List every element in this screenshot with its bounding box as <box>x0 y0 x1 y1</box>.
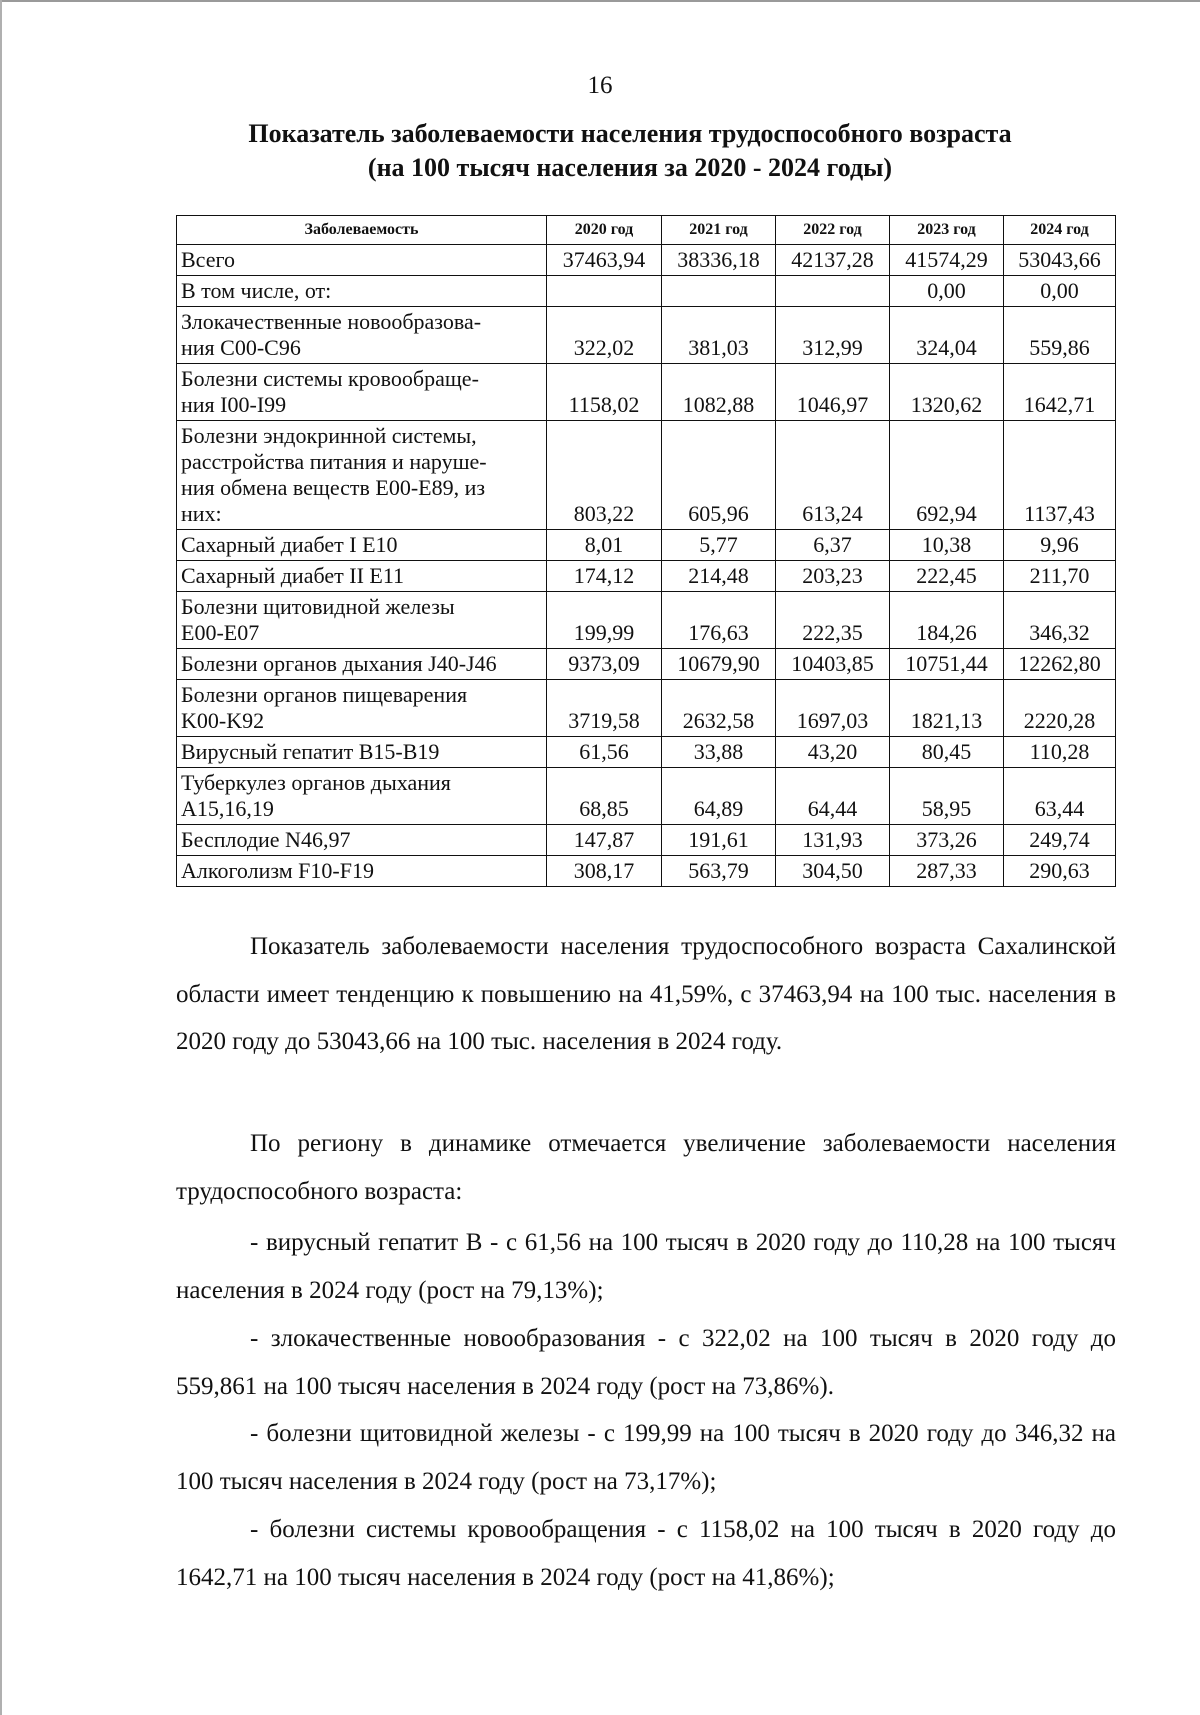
scan-left-edge <box>0 0 2 1715</box>
value-cell: 322,02 <box>547 307 662 364</box>
value-cell: 33,88 <box>662 737 776 768</box>
value-cell: 559,86 <box>1004 307 1116 364</box>
row-label: Бесплодие N46,97 <box>177 825 547 856</box>
value-cell: 184,26 <box>890 592 1004 649</box>
row-label: Болезни органов дыхания J40-J46 <box>177 649 547 680</box>
paragraph: - злокачественные новообразования - с 322,02 на 100 тысяч в 2020 году до 559,861 на 100 тысяч населения в 2024 году (рост на 73,86%). <box>176 1325 1116 1400</box>
value-cell: 346,32 <box>1004 592 1116 649</box>
value-cell: 10,38 <box>890 530 1004 561</box>
paragraph: - болезни щитовидной железы - с 199,99 на 100 тысяч в 2020 году до 346,32 на 100 тысяч населения в 2024 году (рост на 73,17%); <box>176 1420 1116 1495</box>
table-row <box>177 649 1116 680</box>
value-cell: 1158,02 <box>547 364 662 421</box>
value-cell: 692,94 <box>890 421 1004 530</box>
value-cell: 1821,13 <box>890 680 1004 737</box>
value-cell: 6,37 <box>776 530 890 561</box>
value-cell: 176,63 <box>662 592 776 649</box>
table-body <box>177 245 1116 887</box>
table-row <box>177 737 1116 768</box>
value-cell: 38336,18 <box>662 245 776 276</box>
value-cell: 10751,44 <box>890 649 1004 680</box>
value-cell: 324,04 <box>890 307 1004 364</box>
row-label: Сахарный диабет II E11 <box>177 561 547 592</box>
value-cell: 0,00 <box>1004 276 1116 307</box>
value-cell: 203,23 <box>776 561 890 592</box>
table-row <box>177 530 1116 561</box>
value-cell: 1082,88 <box>662 364 776 421</box>
value-cell <box>547 276 662 307</box>
value-cell: 64,44 <box>776 768 890 825</box>
value-cell: 0,00 <box>890 276 1004 307</box>
value-cell: 191,61 <box>662 825 776 856</box>
table-header-row <box>177 216 1116 245</box>
value-cell: 37463,94 <box>547 245 662 276</box>
value-cell: 131,93 <box>776 825 890 856</box>
value-cell: 53043,66 <box>1004 245 1116 276</box>
paragraph: По региону в динамике отмечается увеличение заболеваемости населения трудоспособного возраста: <box>176 1130 1116 1205</box>
table-row <box>177 825 1116 856</box>
row-label: Алкоголизм F10-F19 <box>177 856 547 887</box>
value-cell: 211,70 <box>1004 561 1116 592</box>
page-number: 16 <box>587 72 613 99</box>
value-cell: 308,17 <box>547 856 662 887</box>
row-label: Вирусный гепатит B15-B19 <box>177 737 547 768</box>
value-cell: 68,85 <box>547 768 662 825</box>
table-row <box>177 307 1116 364</box>
table-row <box>177 561 1116 592</box>
value-cell: 290,63 <box>1004 856 1116 887</box>
row-label: Болезни эндокринной системы, расстройства питания и наруше- ния обмена веществ E00-E89, из них: <box>177 421 547 530</box>
value-cell: 1642,71 <box>1004 364 1116 421</box>
value-cell: 249,74 <box>1004 825 1116 856</box>
table-row <box>177 276 1116 307</box>
value-cell: 312,99 <box>776 307 890 364</box>
value-cell: 222,35 <box>776 592 890 649</box>
row-label: Всего <box>177 245 547 276</box>
value-cell: 10403,85 <box>776 649 890 680</box>
value-cell: 147,87 <box>547 825 662 856</box>
scan-top-edge <box>0 0 1200 2</box>
value-cell: 1697,03 <box>776 680 890 737</box>
value-cell: 42137,28 <box>776 245 890 276</box>
value-cell: 222,45 <box>890 561 1004 592</box>
table-row <box>177 364 1116 421</box>
table-row <box>177 856 1116 887</box>
table-header-cell: 2022 год <box>776 216 890 245</box>
table-row <box>177 768 1116 825</box>
title-line-1: Показатель заболеваемости населения трудоспособного возраста <box>248 119 1012 148</box>
table-header-cell: 2020 год <box>547 216 662 245</box>
value-cell: 8,01 <box>547 530 662 561</box>
value-cell: 1320,62 <box>890 364 1004 421</box>
value-cell <box>776 276 890 307</box>
value-cell: 199,99 <box>547 592 662 649</box>
value-cell: 2632,58 <box>662 680 776 737</box>
paragraph: Показатель заболеваемости населения трудоспособного возраста Сахалинской области имеет тенденцию к повышению на 41,59%, с 37463,94 на 100 тыс. населения в 2020 году до 53043,66 на 100 тыс. населения в 2024 году. <box>176 933 1116 1055</box>
value-cell: 9,96 <box>1004 530 1116 561</box>
page-title <box>180 117 1080 185</box>
row-label: Болезни щитовидной железы E00-E07 <box>177 592 547 649</box>
paragraph: - болезни системы кровообращения - с 1158,02 на 100 тысяч в 2020 году до 1642,71 на 100 тысяч населения в 2024 году (рост на 41,86%); <box>176 1516 1116 1591</box>
value-cell: 613,24 <box>776 421 890 530</box>
value-cell: 63,44 <box>1004 768 1116 825</box>
value-cell: 64,89 <box>662 768 776 825</box>
row-label: Туберкулез органов дыхания A15,16,19 <box>177 768 547 825</box>
row-label: Болезни органов пищеварения K00-K92 <box>177 680 547 737</box>
value-cell: 174,12 <box>547 561 662 592</box>
value-cell: 2220,28 <box>1004 680 1116 737</box>
value-cell: 61,56 <box>547 737 662 768</box>
paragraph: - вирусный гепатит В - с 61,56 на 100 тысяч в 2020 году до 110,28 на 100 тысяч населения в 2024 году (рост на 79,13%); <box>176 1229 1116 1304</box>
value-cell: 80,45 <box>890 737 1004 768</box>
value-cell: 803,22 <box>547 421 662 530</box>
value-cell: 110,28 <box>1004 737 1116 768</box>
value-cell: 41574,29 <box>890 245 1004 276</box>
table-row <box>177 245 1116 276</box>
table-row <box>177 592 1116 649</box>
table-header-cell: 2021 год <box>662 216 776 245</box>
title-line-2: (на 100 тысяч населения за 2020 - 2024 годы) <box>367 153 893 182</box>
value-cell: 9373,09 <box>547 649 662 680</box>
row-label: Болезни системы кровообраще- ния I00-I99 <box>177 364 547 421</box>
row-label: Злокачественные новообразова- ния С00-С96 <box>177 307 547 364</box>
value-cell: 1137,43 <box>1004 421 1116 530</box>
value-cell: 605,96 <box>662 421 776 530</box>
value-cell: 5,77 <box>662 530 776 561</box>
value-cell: 3719,58 <box>547 680 662 737</box>
row-label: Сахарный диабет I E10 <box>177 530 547 561</box>
value-cell <box>662 276 776 307</box>
value-cell: 43,20 <box>776 737 890 768</box>
value-cell: 373,26 <box>890 825 1004 856</box>
value-cell: 12262,80 <box>1004 649 1116 680</box>
value-cell: 214,48 <box>662 561 776 592</box>
table-row <box>177 421 1116 530</box>
table-header-cell: Заболеваемость <box>177 216 547 245</box>
value-cell: 304,50 <box>776 856 890 887</box>
table-header-cell: 2023 год <box>890 216 1004 245</box>
morbidity-table <box>176 215 1116 887</box>
value-cell: 10679,90 <box>662 649 776 680</box>
row-label: В том числе, от: <box>177 276 547 307</box>
value-cell: 1046,97 <box>776 364 890 421</box>
value-cell: 287,33 <box>890 856 1004 887</box>
value-cell: 58,95 <box>890 768 1004 825</box>
table-header-cell: 2024 год <box>1004 216 1116 245</box>
table-row <box>177 680 1116 737</box>
value-cell: 381,03 <box>662 307 776 364</box>
value-cell: 563,79 <box>662 856 776 887</box>
